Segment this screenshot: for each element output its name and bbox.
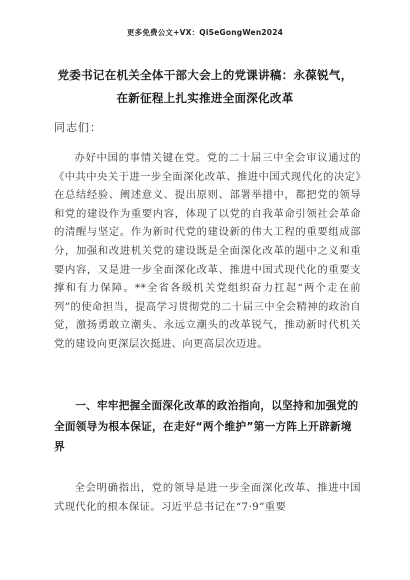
document-title (40, 64, 370, 110)
section-heading-1: 一、牢牢把握全面深化改革的政治指向，以坚持和加强党的全面领导为根本保证，在走好“两个维护”第一方阵上开辟新境界 (54, 400, 359, 453)
paragraph-2: 全会明确指出，党的领导是进一步全面深化改革、推进中国式现代化的根本保证。习近平总书记在“7·9”重要 (54, 482, 361, 513)
header-note: 更多免费公文+VX：QiSeGongWen2024 (126, 28, 284, 37)
title-line-2: 在新征程上扎实推进全面深化改革 (116, 91, 294, 105)
paragraph-1: 办好中国的事情关键在党。党的二十届三中全会审议通过的《中共中央关于进一步全面深化改革、推进中国式现代化的决定》在总结经验、阐述意义、提出原则、部署举措中，都把党的领导和党的建设作为重要内容，体现了以党的自我革命引领社会革命的清醒与坚定。作为新时代党的建设新的伟大工程的重要组成部分，加强和改进机关党的建设既是全面深化改革的题中之义和重要内容，又是进一步全面深化改革、推进中国式现代化的重要支撑和有力保障。**全省各级机关党组织奋力扛起“两个走在前列”的使命担当，提高学习贯彻党的二十届三中全会精神的政治自觉，激扬勇敢立潮头、永远立潮头的改革锐气，推动新时代机关党的建设向更深层次挺进、向更高层次迈进。 (54, 152, 361, 350)
salutation: 同志们： (54, 121, 102, 134)
title-line-1: 党委书记在机关全体干部大会上的党课讲稿：永葆锐气， (57, 68, 353, 82)
